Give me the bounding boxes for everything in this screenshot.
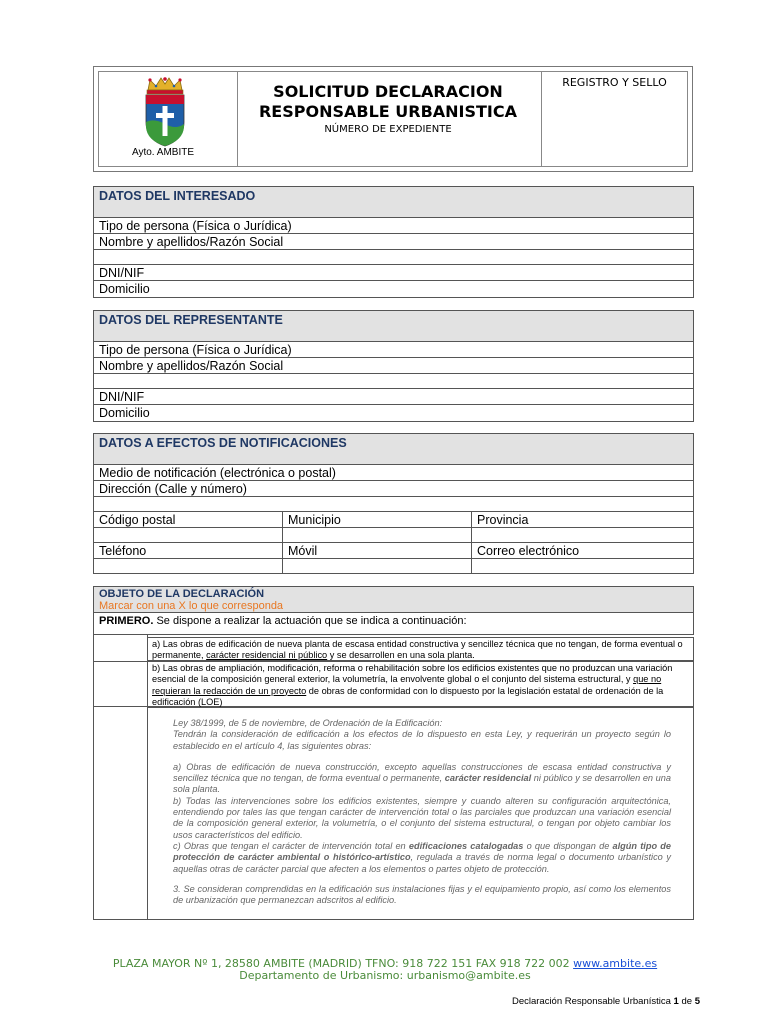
- law-citation-box: [147, 707, 694, 920]
- law-c-bold-2: algún tipo de protección de carácter ambiental o histórico-artístico: [173, 840, 671, 863]
- page-label: Declaración Responsable Urbanística: [511, 996, 674, 1007]
- interesado-nombre-field[interactable]: Nombre y apellidos/Razón Social: [93, 234, 694, 250]
- interesado-heading: DATOS DEL INTERESADO: [93, 186, 694, 218]
- registro-label: REGISTRO Y SELLO: [562, 76, 667, 89]
- option-b-underlined: que no requieran la redacción de un proyecto: [152, 674, 662, 696]
- option-a-underlined: carácter residencial ni público: [206, 650, 328, 661]
- representante-domicilio-field[interactable]: Domicilio: [93, 405, 694, 422]
- objeto-heading-block: [93, 586, 694, 613]
- notif-direccion-field[interactable]: Dirección (Calle y número): [93, 481, 694, 497]
- notif-telefono-field[interactable]: Teléfono: [94, 543, 283, 558]
- notif-tel-row: [93, 543, 694, 559]
- notif-cp-field[interactable]: Código postal: [94, 512, 283, 527]
- primero-text: Se dispone a realizar la actuación que se indica a continuación:: [153, 615, 467, 627]
- option-a-text: a) Las obras de edificación de nueva planta de escasa entidad constructiva y sencillez técnica que no tengan, de forma eventual o permanente,: [152, 639, 683, 661]
- footer-department: Departamento de Urbanismo: urbanismo@ambite.es: [239, 969, 531, 982]
- option-b: [147, 661, 694, 707]
- option-b-text-end: de obras de conformidad con lo dispuesto por la legislación estatal de ordenación de la edificación (LOE): [152, 685, 664, 707]
- page-of: de: [678, 996, 695, 1007]
- page-total: 5: [694, 996, 700, 1007]
- notif-medio-field[interactable]: Medio de notificación (electrónica o postal): [93, 465, 694, 481]
- page-number: [470, 996, 700, 1007]
- notif-direccion-value[interactable]: [93, 497, 694, 512]
- law-c-text-3: , regulada a través de norma legal o documento urbanístico y aquellas otras de carácter parcial que afecten a los elementos o partes objeto de protección.: [173, 852, 671, 874]
- representante-dni-field[interactable]: DNI/NIF: [93, 389, 694, 405]
- objeto-heading: OBJETO DE LA DECLARACIÓN: [99, 588, 265, 600]
- website-link[interactable]: www.ambite.es: [573, 957, 658, 970]
- interesado-dni-field[interactable]: DNI/NIF: [93, 265, 694, 281]
- notif-municipio-value[interactable]: [283, 528, 472, 542]
- option-a: [147, 637, 694, 661]
- law-item-b: b) Todas las intervenciones sobre los edificios existentes, siempre y cuando alteren su configuración arquitectónica, entendiendo por tales las que tengan carácter de intervención total o las parciales que produzcan una variación esencial de la composición general exterior, la volumetría, o el conjunto del sistema estructural, o tengan por objeto cambiar los usos característicos del edificio.: [173, 795, 671, 840]
- notif-municipio-field[interactable]: Municipio: [283, 512, 472, 527]
- notif-tel-values-row: [93, 559, 694, 574]
- law-c-text-2: o que dispongan de: [523, 840, 613, 851]
- law-a-text-end: ni público y se desarrollen en una sola planta.: [173, 773, 671, 795]
- title-line-1: SOLICITUD DECLARACION: [273, 82, 503, 101]
- law-title: Ley 38/1999, de 5 de noviembre, de Ordenación de la Edificación:: [173, 718, 443, 728]
- primero-label: PRIMERO.: [99, 615, 154, 627]
- notif-cp-row: [93, 512, 694, 528]
- primero-row: [93, 613, 694, 635]
- representante-nombre-value[interactable]: [93, 374, 694, 389]
- page-current: 1: [673, 996, 679, 1007]
- representante-tipo-field[interactable]: Tipo de persona (Física o Jurídica): [93, 342, 694, 358]
- law-item-a: [173, 762, 671, 796]
- title-line-2: RESPONSABLE URBANISTICA: [258, 102, 518, 121]
- law-intro: Tendrán la consideración de edificación a los efectos de lo dispuesto en esta Ley, y requerirán un proyecto según lo establecido en el artículo 4, las siguientes obras:: [173, 729, 671, 751]
- notificaciones-heading: DATOS A EFECTOS DE NOTIFICACIONES: [93, 433, 694, 465]
- option-b-text: b) Las obras de ampliación, modificación, reforma o rehabilitación sobre los edificios existentes que no produzcan una variación esencial de la composición general exterior, la volumetría, la envolvente global o el conjunto del sistema estructural, y: [152, 663, 673, 685]
- checkbox-a-b-divider[interactable]: [93, 661, 148, 707]
- notif-movil-value[interactable]: [283, 559, 472, 573]
- notif-provincia-field[interactable]: Provincia: [477, 513, 529, 527]
- objeto-instruction: Marcar con una X lo que corresponda: [99, 600, 284, 612]
- law-item-3: 3. Se consideran comprendidas en la edificación sus instalaciones fijas y el equipamiento propio, así como los elementos de urbanización que permanezcan adscritos al edificio.: [173, 883, 671, 906]
- ayto-label: Ayto. AMBITE: [131, 147, 195, 158]
- law-c-text: c) Obras que tengan el carácter de intervención total en: [173, 840, 409, 851]
- expediente-label: NÚMERO DE EXPEDIENTE: [324, 124, 452, 135]
- representante-nombre-field[interactable]: Nombre y apellidos/Razón Social: [93, 358, 694, 374]
- interesado-nombre-value[interactable]: [93, 250, 694, 265]
- law-a-bold: carácter residencial: [444, 773, 532, 784]
- notif-cp-value[interactable]: [94, 528, 283, 542]
- crest-logo-icon: [140, 76, 190, 148]
- notif-cp-values-row: [93, 528, 694, 543]
- law-c-bold-1: edificaciones catalogadas: [408, 840, 524, 851]
- footer-address-text: PLAZA MAYOR Nº 1, 28580 AMBITE (MADRID) TFNO: 918 722 151 FAX 918 722 002: [112, 957, 574, 970]
- interesado-domicilio-field[interactable]: Domicilio: [93, 281, 694, 298]
- document-title: [238, 82, 538, 122]
- option-a-text-end: y se desarrollen en una sola planta.: [327, 650, 475, 661]
- representante-heading: DATOS DEL REPRESENTANTE: [93, 310, 694, 342]
- notif-correo-field[interactable]: Correo electrónico: [477, 544, 580, 558]
- notif-movil-field[interactable]: Móvil: [283, 543, 472, 558]
- interesado-tipo-field[interactable]: Tipo de persona (Física o Jurídica): [93, 218, 694, 234]
- law-item-c: [173, 841, 671, 875]
- notif-telefono-value[interactable]: [94, 559, 283, 573]
- law-a-text: a) Obras de edificación de nueva construcción, excepto aquellas construcciones de escasa entidad constructiva y sencillez técnica que no tengan, de forma eventual o permanente,: [173, 761, 671, 784]
